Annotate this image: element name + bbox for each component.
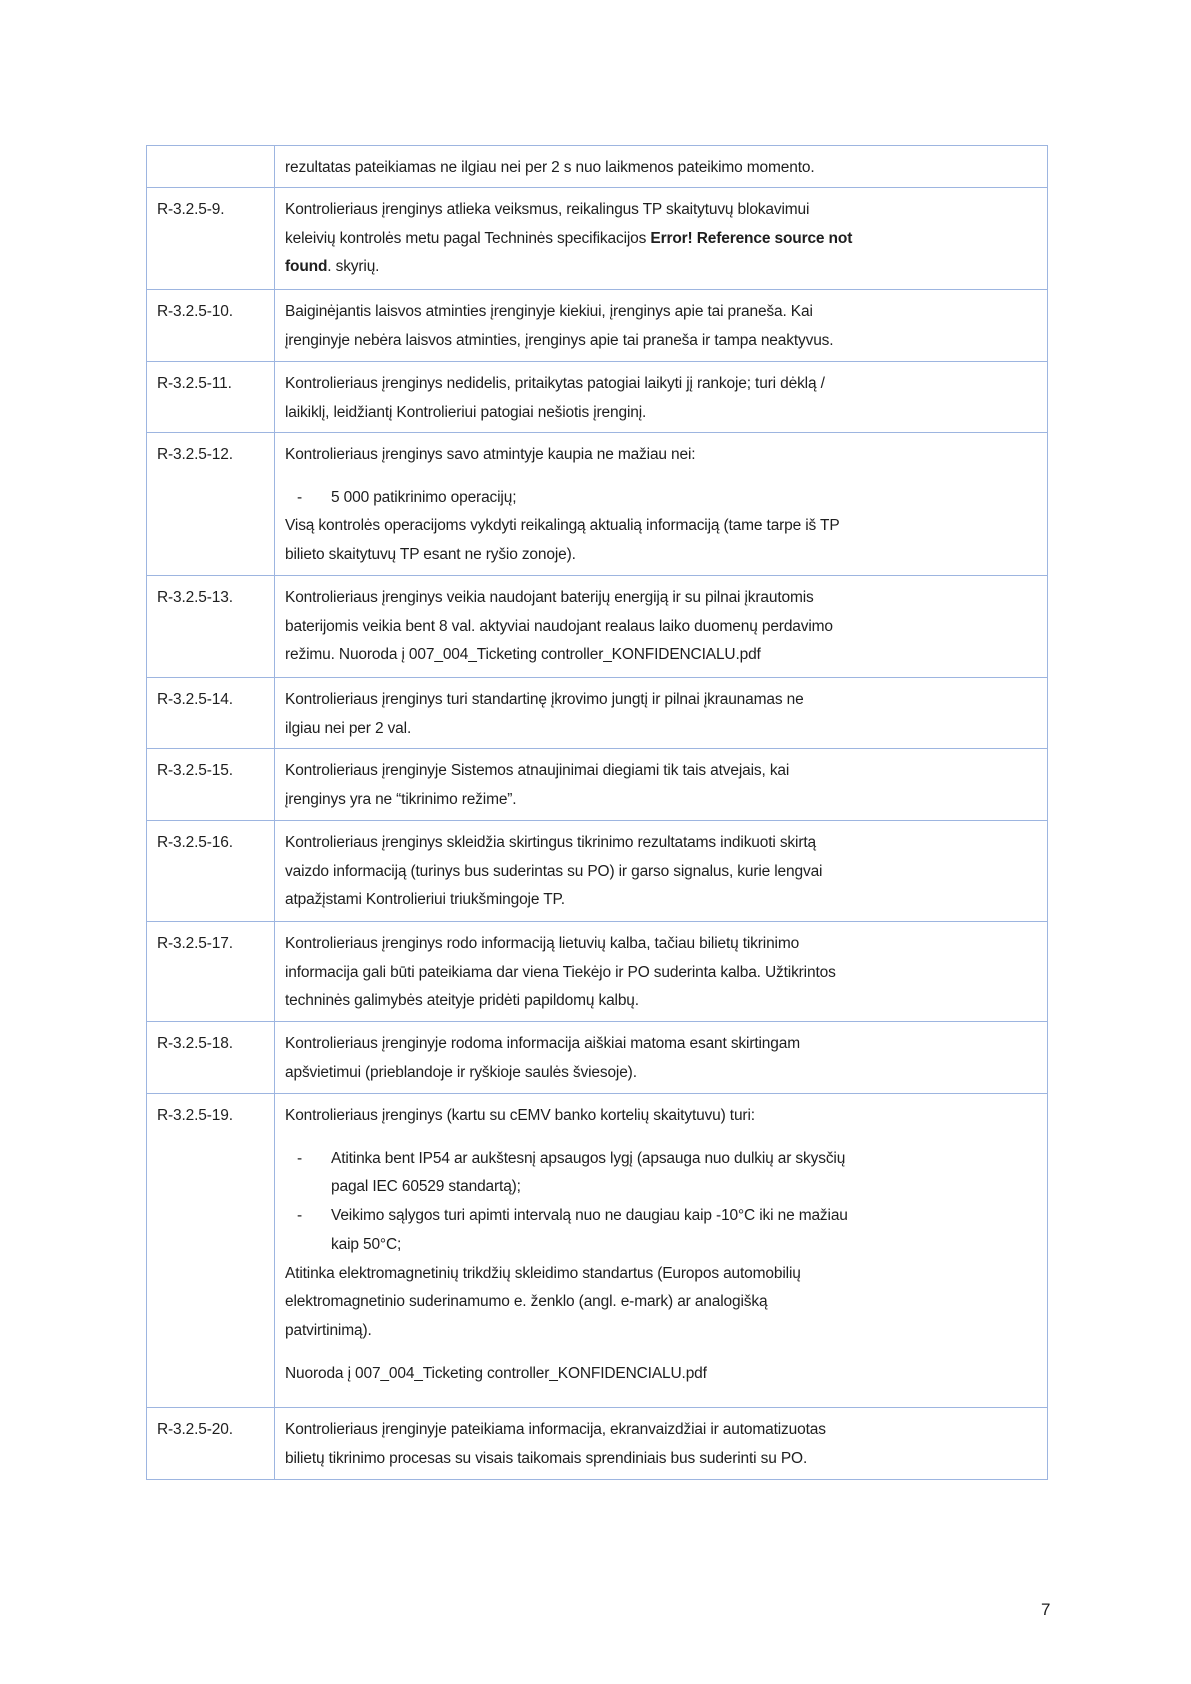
table-row	[147, 749, 1048, 821]
requirement-id: R-3.2.5-9.	[147, 188, 275, 290]
table-row	[147, 678, 1048, 749]
text-line: Kontrolieriaus įrenginys veikia naudojant baterijų energiją ir su pilnai įkrautomis	[285, 589, 814, 606]
table-row	[147, 290, 1048, 362]
bold-text: Error! Reference source not	[650, 229, 853, 247]
text-line: apšvietimui (prieblandoje ir ryškioje saulės šviesoje).	[285, 1063, 637, 1081]
table-row	[147, 433, 1048, 576]
table-row	[147, 1094, 1048, 1408]
text-line: Kontrolieriaus įrenginyje rodoma informacija aiškiai matoma esant skirtingam	[285, 1035, 800, 1052]
requirement-text	[275, 576, 1048, 678]
list-item	[285, 484, 1037, 513]
requirements-table	[146, 145, 1048, 1480]
text-segment: . skyrių.	[327, 258, 380, 276]
requirement-text	[275, 922, 1048, 1022]
table-row	[147, 1022, 1048, 1094]
requirement-text	[275, 749, 1048, 821]
requirement-id: R-3.2.5-19.	[147, 1094, 275, 1408]
text-line: režimu. Nuoroda į 007_004_Ticketing controller_KONFIDENCIALU.pdf	[285, 646, 761, 664]
text-line: patvirtinimą).	[285, 1321, 372, 1339]
text-line: ilgiau nei per 2 val.	[285, 719, 412, 737]
dash-bullet: -	[297, 488, 303, 506]
requirement-text	[275, 433, 1048, 576]
requirement-text	[275, 1022, 1048, 1094]
paragraph	[285, 1416, 1037, 1473]
text-line: bilieto skaitytuvų TP esant ne ryšio zonoje).	[285, 546, 576, 564]
text-line: Kontrolieriaus įrenginys skleidžia skirtingus tikrinimo rezultatams indikuoti skirtą	[285, 834, 816, 851]
requirement-id: R-3.2.5-15.	[147, 749, 275, 821]
paragraph	[285, 441, 1037, 470]
text-line: Baiginėjantis laisvos atminties įrenginyje kiekiui, įrenginys apie tai praneša. Kai	[285, 303, 813, 320]
table-row	[147, 1408, 1048, 1480]
text-line: pagal IEC 60529 standartą);	[331, 1178, 521, 1196]
text-line: 5 000 patikrinimo operacijų;	[331, 488, 517, 506]
paragraph	[285, 512, 1037, 569]
paragraph	[285, 584, 1037, 670]
spacer	[285, 470, 1037, 484]
dash-bullet: -	[297, 1149, 303, 1167]
requirement-text	[275, 821, 1048, 922]
requirement-id: R-3.2.5-11.	[147, 362, 275, 433]
paragraph	[285, 686, 1037, 743]
text-line	[285, 225, 1037, 254]
paragraph	[285, 1360, 1037, 1389]
requirement-id	[147, 146, 275, 188]
text-line: Kontrolieriaus įrenginys nedidelis, pritaikytas patogiai laikyti jį rankoje; turi dėklą /	[285, 375, 825, 392]
text-line: Nuoroda į 007_004_Ticketing controller_KONFIDENCIALU.pdf	[285, 1364, 707, 1382]
text-line: Kontrolieriaus įrenginys atlieka veiksmus, reikalingus TP skaitytuvų blokavimui	[285, 201, 810, 218]
text-segment: keleivių kontrolės metu pagal Techninės specifikacijos	[285, 229, 651, 247]
text-line: kaip 50°C;	[331, 1235, 402, 1253]
paragraph	[285, 829, 1037, 915]
text-line: laikiklį, leidžiantį Kontrolieriui patogiai nešiotis įrenginį.	[285, 403, 647, 421]
text-line: rezultatas pateikiamas ne ilgiau nei per 2 s nuo laikmenos pateikimo momento.	[285, 159, 815, 176]
text-line: Atitinka bent IP54 ar aukštesnį apsaugos lygį (apsauga nuo dulkių ar skysčių	[331, 1149, 846, 1167]
requirement-id: R-3.2.5-16.	[147, 821, 275, 922]
requirement-text	[275, 362, 1048, 433]
requirement-id: R-3.2.5-20.	[147, 1408, 275, 1480]
spacer	[285, 1346, 1037, 1360]
table-row	[147, 922, 1048, 1022]
table-row	[147, 188, 1048, 290]
requirement-id: R-3.2.5-14.	[147, 678, 275, 749]
spacer	[285, 1131, 1037, 1145]
requirement-text	[275, 1094, 1048, 1408]
requirement-text	[275, 678, 1048, 749]
dash-bullet: -	[297, 1207, 303, 1225]
text-line: Kontrolieriaus įrenginyje pateikiama informacija, ekranvaizdžiai ir automatizuotas	[285, 1421, 826, 1438]
table-row	[147, 576, 1048, 678]
text-line: Visą kontrolės operacijoms vykdyti reikalingą aktualią informaciją (tame tarpe iš TP	[285, 517, 840, 535]
text-line: Kontrolieriaus įrenginys savo atmintyje kaupia ne mažiau nei:	[285, 446, 696, 463]
paragraph	[285, 930, 1037, 1016]
text-line: Kontrolieriaus įrenginys (kartu su cEMV banko kortelių skaitytuvu) turi:	[285, 1107, 755, 1124]
text-line: bilietų tikrinimo procesas su visais taikomais sprendiniais bus suderinti su PO.	[285, 1449, 808, 1467]
page-number: 7	[1041, 1600, 1051, 1619]
paragraph	[285, 1260, 1037, 1346]
text-line: Atitinka elektromagnetinių trikdžių skleidimo standartus (Europos automobilių	[285, 1264, 801, 1282]
text-line: Kontrolieriaus įrenginys turi standartinę įkrovimo jungtį ir pilnai įkraunamas ne	[285, 691, 804, 708]
text-line: įrenginyje nebėra laisvos atminties, įrenginys apie tai praneša ir tampa neaktyvus.	[285, 331, 834, 349]
table-row	[147, 146, 1048, 188]
text-line: Veikimo sąlygos turi apimti intervalą nuo ne daugiau kaip -10°C iki ne mažiau	[331, 1207, 848, 1225]
requirement-text	[275, 290, 1048, 362]
text-line	[285, 253, 1037, 282]
text-line: įrenginys yra ne “tikrinimo režime”.	[285, 790, 517, 808]
bold-text: found	[285, 258, 328, 276]
text-line: elektromagnetinio suderinamumo e. ženklo (angl. e-mark) ar analogišką	[285, 1293, 768, 1311]
list-item	[285, 1202, 1037, 1259]
requirement-text	[275, 1408, 1048, 1480]
requirement-id: R-3.2.5-18.	[147, 1022, 275, 1094]
paragraph	[285, 1030, 1037, 1087]
requirement-id: R-3.2.5-10.	[147, 290, 275, 362]
paragraph	[285, 1102, 1037, 1131]
requirement-id: R-3.2.5-13.	[147, 576, 275, 678]
text-line: atpažįstami Kontrolieriui triukšmingoje TP.	[285, 891, 565, 909]
requirement-text	[275, 188, 1048, 290]
table-row	[147, 821, 1048, 922]
text-line: Kontrolieriaus įrenginys rodo informaciją lietuvių kalba, tačiau bilietų tikrinimo	[285, 935, 800, 952]
text-line: informacija gali būti pateikiama dar viena Tiekėjo ir PO suderinta kalba. Užtikrintos	[285, 963, 836, 981]
requirement-text	[275, 146, 1048, 188]
paragraph	[285, 370, 1037, 427]
paragraph	[285, 196, 1037, 282]
paragraph	[285, 154, 1037, 183]
text-line: vaizdo informaciją (turinys bus suderintas su PO) ir garso signalus, kurie lengvai	[285, 862, 823, 880]
list-item	[285, 1145, 1037, 1202]
paragraph	[285, 757, 1037, 814]
requirement-id: R-3.2.5-12.	[147, 433, 275, 576]
requirement-id: R-3.2.5-17.	[147, 922, 275, 1022]
text-line: Kontrolieriaus įrenginyje Sistemos atnaujinimai diegiami tik tais atvejais, kai	[285, 762, 790, 779]
table-row	[147, 362, 1048, 433]
paragraph	[285, 298, 1037, 355]
text-line: baterijomis veikia bent 8 val. aktyviai naudojant realaus laiko duomenų perdavimo	[285, 617, 833, 635]
text-line: techninės galimybės ateityje pridėti papildomų kalbų.	[285, 992, 639, 1010]
